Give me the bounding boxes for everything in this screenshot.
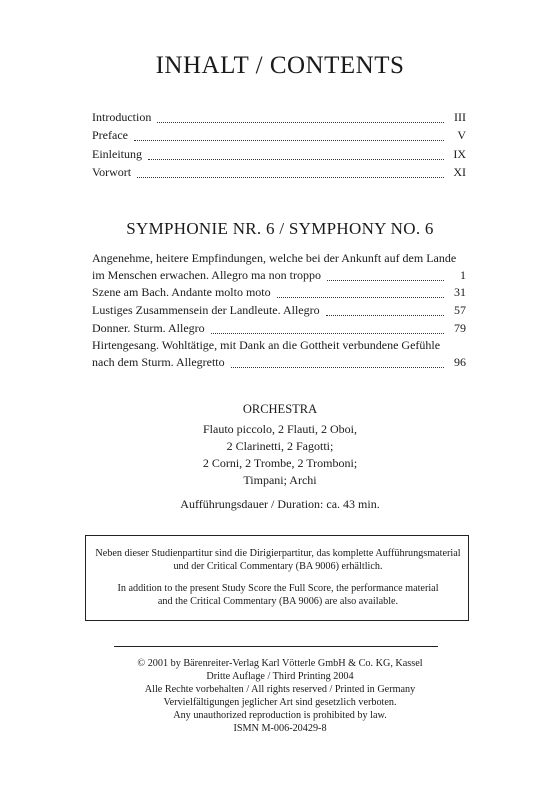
copyright-line: © 2001 by Bärenreiter-Verlag Karl Vötterle GmbH & Co. KG, Kassel bbox=[137, 658, 423, 669]
dot-leader bbox=[231, 358, 444, 368]
toc-entry-page: 31 bbox=[454, 285, 466, 299]
toc-entry-page: 57 bbox=[454, 303, 466, 317]
dot-leader bbox=[327, 271, 444, 281]
notice-english-line2: and the Critical Commentary (BA 9006) are also available. bbox=[157, 596, 399, 607]
toc-entry-page: IX bbox=[453, 147, 466, 161]
toc-entry-page: XI bbox=[453, 165, 466, 179]
dot-leader bbox=[137, 168, 444, 178]
toc-entry-label: Lustiges Zusammensein der Landleute. Allegro bbox=[92, 303, 320, 317]
toc-entry-einleitung[interactable] bbox=[92, 147, 466, 165]
toc-entry-preface[interactable] bbox=[92, 128, 466, 146]
movement-1-line1: Angenehme, heitere Empfindungen, welche bei der Ankunft auf dem Lande bbox=[92, 251, 457, 265]
toc-entry-label: Donner. Sturm. Allegro bbox=[92, 321, 205, 335]
toc-entry-movement-2[interactable] bbox=[92, 285, 466, 303]
notice-german-line2: und der Critical Commentary (BA 9006) erhältlich. bbox=[173, 561, 383, 572]
toc-entry-label: Szene am Bach. Andante molto moto bbox=[92, 285, 271, 299]
ismn-line: ISMN M-006-20429-8 bbox=[233, 723, 327, 734]
toc-entry-label: Preface bbox=[92, 128, 128, 142]
rights-line: Alle Rechte vorbehalten / All rights reserved / Printed in Germany bbox=[144, 684, 416, 695]
availability-notice bbox=[85, 535, 469, 621]
divider bbox=[114, 646, 438, 647]
movement-5-line1: Hirtengesang. Wohltätige, mit Dank an die Gottheit verbundene Gefühle bbox=[92, 338, 441, 352]
toc-entry-label: Introduction bbox=[92, 110, 152, 124]
toc-entry-label: nach dem Sturm. Allegretto bbox=[92, 355, 225, 369]
toc-entry-movement-3[interactable] bbox=[92, 303, 466, 321]
toc-entry-movement-5[interactable] bbox=[92, 355, 466, 373]
toc-entry-page: 96 bbox=[454, 355, 466, 369]
printing-line: Dritte Auflage / Third Printing 2004 bbox=[206, 671, 354, 682]
toc-entry-label: Vorwort bbox=[92, 165, 132, 179]
orchestra-line: Timpani; Archi bbox=[243, 473, 317, 487]
toc-entry-page: 1 bbox=[460, 268, 466, 282]
dot-leader bbox=[157, 113, 444, 123]
toc-entry-label: Einleitung bbox=[92, 147, 142, 161]
dot-leader bbox=[326, 306, 444, 316]
page-title: INHALT / CONTENTS bbox=[155, 52, 405, 79]
notice-german-line1: Neben dieser Studienpartitur sind die Dirigierpartitur, das komplette Aufführungsmaterial bbox=[95, 548, 461, 559]
toc-entry-movement-4[interactable] bbox=[92, 321, 466, 339]
toc-entry-movement-1[interactable] bbox=[92, 268, 466, 286]
toc-entry-label: im Menschen erwachen. Allegro ma non troppo bbox=[92, 268, 321, 282]
reproduction-german-line: Vervielfältigungen jeglicher Art sind gesetzlich verboten. bbox=[163, 697, 397, 708]
notice-english-line1: In addition to the present Study Score the Full Score, the performance material bbox=[117, 583, 439, 594]
toc-entry-page: III bbox=[454, 110, 466, 124]
orchestra-line: 2 Corni, 2 Trombe, 2 Tromboni; bbox=[202, 456, 358, 470]
duration-text: Aufführungsdauer / Duration: ca. 43 min. bbox=[180, 497, 380, 511]
orchestra-line: Flauto piccolo, 2 Flauti, 2 Oboi, bbox=[203, 422, 357, 436]
dot-leader bbox=[211, 324, 444, 334]
toc-entry-vorwort[interactable] bbox=[92, 165, 466, 183]
reproduction-english-line: Any unauthorized reproduction is prohibited by law. bbox=[173, 710, 387, 721]
toc-entry-page: 79 bbox=[454, 321, 466, 335]
orchestra-line: 2 Clarinetti, 2 Fagotti; bbox=[226, 439, 334, 453]
dot-leader bbox=[148, 150, 444, 160]
toc-entry-introduction[interactable] bbox=[92, 110, 466, 128]
dot-leader bbox=[277, 288, 444, 298]
orchestra-heading: ORCHESTRA bbox=[242, 402, 318, 416]
toc-entry-page: V bbox=[457, 128, 466, 142]
dot-leader bbox=[134, 131, 444, 141]
symphony-title: SYMPHONIE NR. 6 / SYMPHONY NO. 6 bbox=[126, 219, 434, 238]
